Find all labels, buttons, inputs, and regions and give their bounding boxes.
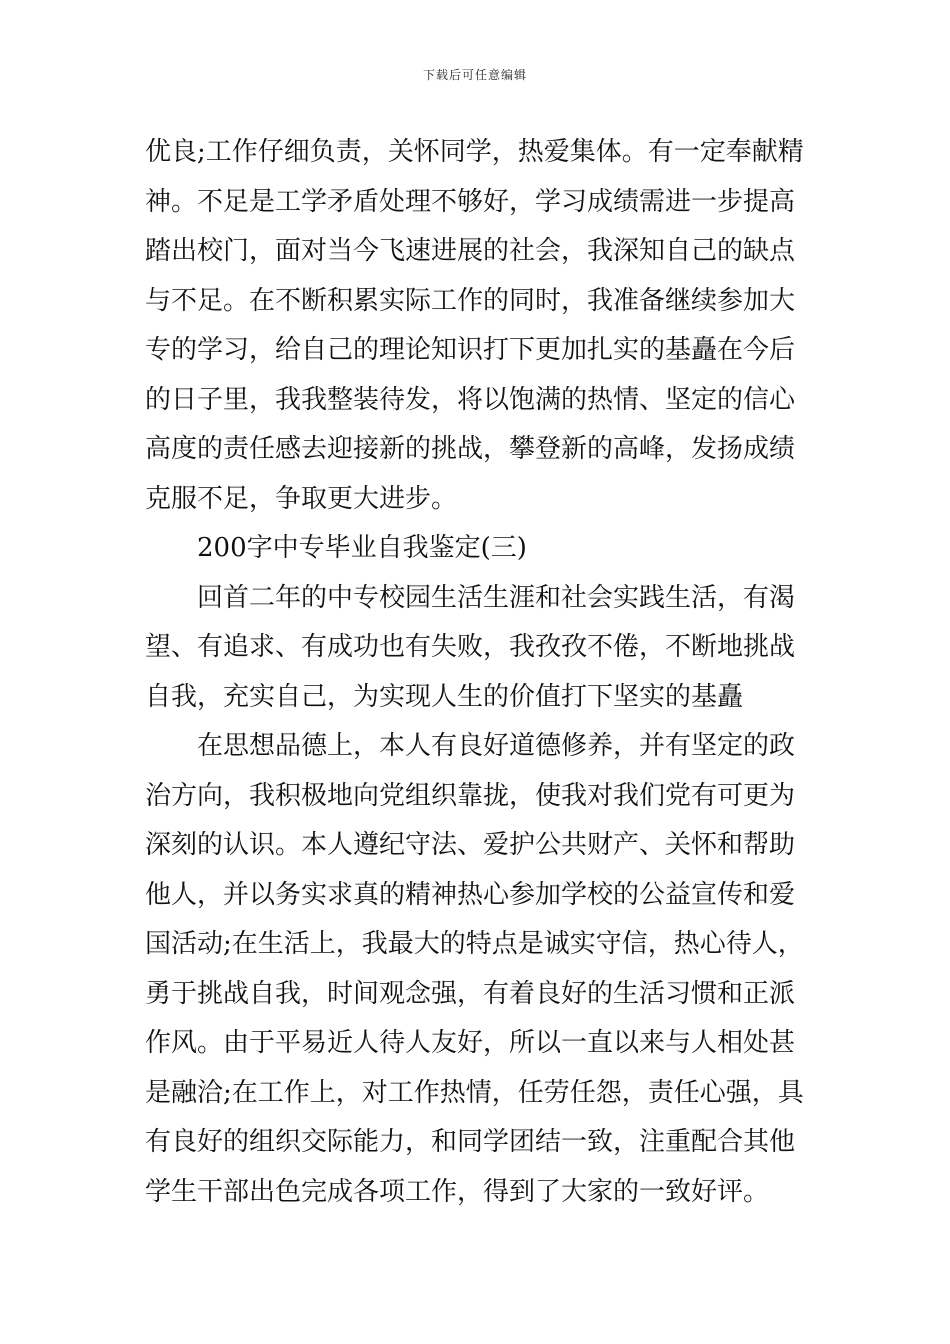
text-line: 有良好的组织交际能力，和同学团结一致，注重配合其他	[145, 1127, 796, 1157]
text-line: 作风。由于平易近人待人友好，所以一直以来与人相处甚	[145, 1028, 796, 1058]
text-line: 在思想品德上，本人有良好道德修养，并有坚定的政	[197, 731, 796, 761]
header-note: 下载后可任意编辑	[422, 68, 527, 82]
text-line: 勇于挑战自我，时间观念强，有着良好的生活习惯和正派	[145, 978, 796, 1009]
text-line: 200字中专毕业自我鉴定(三)	[197, 533, 527, 563]
text-line: 专的学习，给自己的理论知识打下更加扎实的基矗在今后	[145, 335, 796, 365]
text-line: 踏出校门，面对当今飞速进展的社会，我深知自己的缺点	[145, 236, 796, 266]
text-line: 深刻的认识。本人遵纪守法、爱护公共财产、关怀和帮助	[145, 830, 796, 860]
text-line: 与不足。在不断积累实际工作的同时，我准备继续参加大	[145, 285, 796, 316]
text-line: 自我，充实自己，为实现人生的价值打下坚实的基矗	[145, 681, 744, 712]
text-line: 神。不足是工学矛盾处理不够好，学习成绩需进一步提高	[145, 186, 796, 217]
text-line: 他人，并以务实求真的精神热心参加学校的公益宣传和爱	[145, 879, 796, 910]
text-line: 优良;工作仔细负责，关怀同学，热爱集体。有一定奉献精	[145, 137, 804, 167]
text-line: 高度的责任感去迎接新的挑战，攀登新的高峰，发扬成绩	[145, 434, 796, 464]
text-line: 是融洽;在工作上，对工作热情，任劳任怨，责任心强，具	[145, 1077, 804, 1108]
text-line: 的日子里，我我整装待发，将以饱满的热情、坚定的信心	[145, 384, 796, 415]
text-line: 克服不足，争取更大进步。	[145, 483, 458, 514]
text-line: 国活动;在生活上，我最大的特点是诚实守信，热心待人，	[145, 929, 804, 959]
text-line: 回首二年的中专校园生活生涯和社会实践生活，有渴	[197, 582, 796, 613]
text-line: 治方向，我积极地向党组织靠拢，使我对我们党有可更为	[145, 780, 796, 811]
text-line: 望、有追求、有成功也有失败，我孜孜不倦，不断地挑战	[145, 632, 796, 662]
document-body	[145, 128, 810, 1217]
text-line: 学生干部出色完成各项工作，得到了大家的一致好评。	[145, 1176, 770, 1207]
